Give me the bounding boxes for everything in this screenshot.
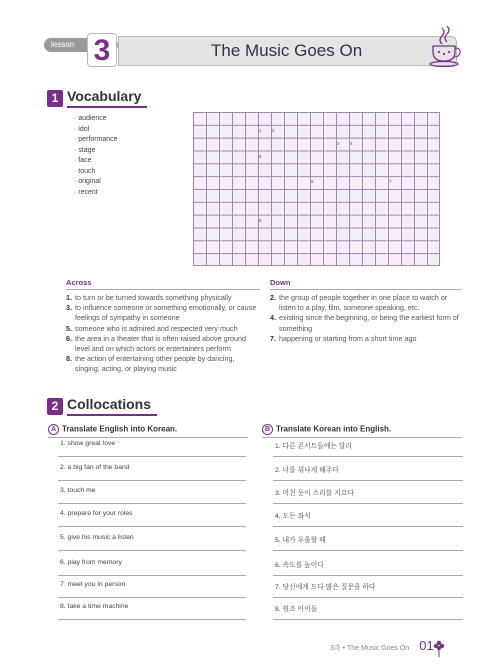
word-item: · recent: [74, 188, 118, 199]
part-a-item: 7. meet you in person: [60, 581, 126, 588]
section-title: Vocabulary: [67, 88, 147, 108]
part-b-heading: B Translate Korean into English.: [262, 424, 391, 435]
grid-number: 4: [350, 141, 353, 146]
grid-number: 3: [337, 141, 340, 146]
clue-item: 6. the area in a theater that is often raised above ground level and on which actors or entertainers perform: [66, 333, 247, 354]
clue-item: 8. the action of entertaining other people by dancing, singing, acting, or playing music: [66, 354, 235, 374]
divider: [66, 289, 260, 290]
clue-item: 2. the group of people together in one place to watch or listen to a play, film, someone speaking, etc.: [270, 293, 448, 313]
answer-line[interactable]: [273, 480, 463, 481]
part-a-item: 5. give his music a listen: [60, 534, 134, 541]
part-b-item: 7. 당신에게 도다 많은 질문을 하다: [275, 584, 376, 591]
part-b-letter: B: [262, 424, 273, 435]
answer-line[interactable]: [273, 503, 463, 504]
grid-number: 8: [259, 218, 262, 223]
answer-line[interactable]: [273, 619, 463, 620]
part-a-item: 4. prepare for your roles: [60, 510, 133, 517]
section-number: 1: [47, 90, 63, 107]
answer-line[interactable]: [273, 526, 463, 527]
clue-item: 5. someone who is admired and respected very much: [66, 323, 238, 333]
word-item: · idol: [74, 125, 118, 136]
lesson-number: 3: [87, 33, 117, 67]
word-item: · face: [74, 156, 118, 167]
grid-number: 1: [259, 128, 262, 133]
footer-title: 3과 • The Music Goes On: [330, 645, 410, 652]
flower-icon: [432, 638, 446, 658]
answer-line[interactable]: [58, 575, 246, 576]
section-number: 2: [47, 398, 63, 415]
section-title: Collocations: [67, 396, 157, 416]
part-b-item: 1. 다른 콘서트들에는 달리: [275, 443, 352, 450]
answer-line[interactable]: [58, 597, 246, 598]
page-number: 01: [419, 638, 434, 653]
down-heading: Down: [270, 278, 291, 287]
answer-line[interactable]: [58, 480, 246, 481]
part-a-letter: A: [48, 424, 59, 435]
answer-line[interactable]: [58, 619, 246, 620]
lesson-header: [34, 36, 467, 66]
part-a-heading: A Translate English into Korean.: [48, 424, 177, 435]
answer-line[interactable]: [58, 503, 246, 504]
part-b-item: 5. 내가 우울할 때: [275, 537, 326, 544]
part-b-item: 8. 원조 아이돌: [275, 606, 318, 613]
clue-item: 1. to turn or be turned towards something physically: [66, 293, 232, 302]
part-a-item: 8. take a time machine: [60, 603, 129, 610]
clue-item: 3. to influence someone or something emotionally, or cause feelings of sympathy in someone: [66, 303, 257, 323]
answer-line[interactable]: [273, 597, 463, 598]
down-clues: [270, 293, 464, 344]
part-a-item: 1. show great love: [60, 440, 116, 447]
title-bar: [118, 36, 457, 66]
answer-line[interactable]: [273, 575, 463, 576]
word-item: · touch: [74, 167, 118, 178]
divider: [262, 437, 462, 438]
grid-number: 5: [259, 154, 262, 159]
answer-line[interactable]: [273, 550, 463, 551]
part-a-item: 3. touch me: [60, 487, 96, 494]
footer: [330, 638, 434, 653]
clue-item: 7. happening or starting from a short time ago: [270, 333, 417, 343]
word-item: · performance: [74, 135, 118, 146]
grid-number: 7: [389, 179, 392, 184]
word-item: · original: [74, 177, 118, 188]
answer-line[interactable]: [58, 526, 246, 527]
part-b-item: 3. 미친 듯이 소리를 지르다: [275, 490, 354, 497]
word-item: · audience: [74, 114, 118, 125]
lesson-label: lesson: [44, 38, 118, 52]
clue-item: 4. existing since the beginning, or being the earliest form of something: [270, 313, 459, 333]
answer-line[interactable]: [58, 550, 246, 551]
divider: [48, 437, 248, 438]
part-b-item: 6. 속도를 높이다: [275, 562, 324, 569]
across-heading: Across: [66, 278, 92, 287]
part-a-item: 2. a big fan of the band: [60, 464, 130, 471]
part-b-item: 2. 너를 위나게 해주다: [275, 467, 339, 474]
crossword-grid[interactable]: [193, 112, 440, 266]
word-list: [74, 114, 118, 198]
answer-line[interactable]: [273, 456, 463, 457]
part-a-item: 6. play from memory: [60, 559, 122, 566]
grid-number: 6: [311, 179, 314, 184]
across-clues: [66, 293, 261, 375]
word-item: · stage: [74, 146, 118, 157]
part-b-item: 4. 도든 좌석: [275, 513, 311, 520]
coffee-cup-icon: [428, 24, 462, 68]
lesson-title: The Music Goes On: [211, 41, 363, 60]
divider: [270, 289, 462, 290]
answer-line[interactable]: [58, 456, 246, 457]
grid-number: 2: [272, 128, 275, 133]
